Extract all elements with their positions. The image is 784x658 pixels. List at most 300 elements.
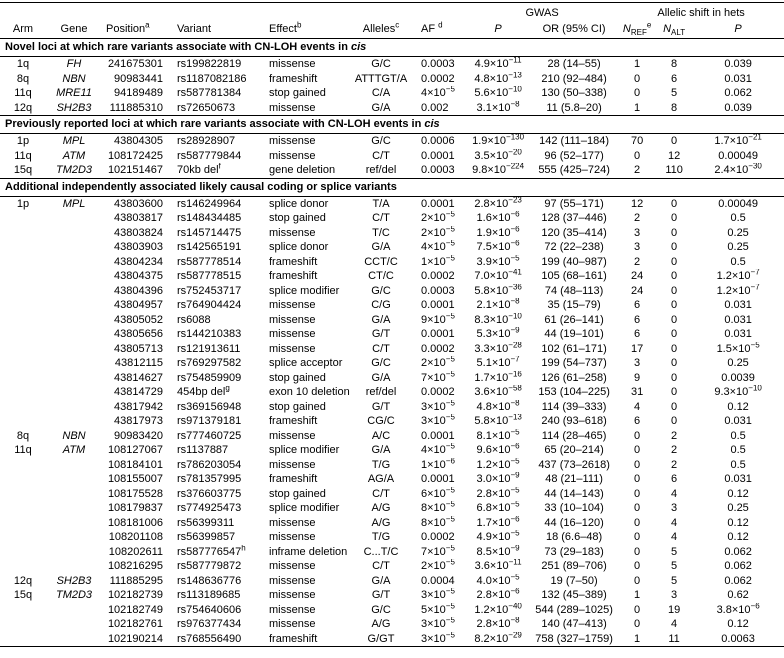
cell-n_alt: 5 [671, 87, 678, 99]
cell-gene [46, 356, 102, 371]
cell-p_gwas: $5.3\times 10^{-9}$ [476, 327, 520, 340]
cell-position: 108202611 [108, 545, 163, 558]
cell-p_hets: 0.5 [730, 429, 746, 442]
cell-effect: missense [269, 135, 316, 147]
cell-position: 43814729 [114, 386, 163, 398]
cell-af: 0.0002 [421, 342, 455, 355]
cell-p_gwas: $3.1\times 10^{-8}$ [476, 100, 520, 114]
cell-af: $8\times 10^{-5}$ [421, 501, 455, 514]
cell-n_alt: 0 [671, 284, 678, 297]
table-row [0, 472, 784, 487]
cell-gene [46, 603, 102, 618]
table-row [0, 385, 784, 400]
cell-alleles: G/A [371, 101, 391, 114]
cell-p_gwas: $3.9\times 10^{-5}$ [476, 254, 520, 268]
table-row [0, 240, 784, 255]
table-row [0, 443, 784, 458]
cell-af: 0.0002 [421, 531, 455, 543]
cell-gene [46, 458, 102, 473]
cell-n_ref: 0 [634, 560, 641, 572]
cell-variant: rs587781384 [177, 87, 242, 99]
cell-gene [46, 327, 102, 342]
cell-arm [0, 385, 46, 400]
cell-n_alt: 3 [671, 502, 678, 514]
cell-arm [0, 617, 46, 632]
section-header-row [0, 178, 784, 196]
cell-position: 43803824 [114, 226, 163, 239]
cell-position: 43817973 [114, 415, 163, 427]
cell-n_ref: 1 [634, 589, 641, 601]
cell-arm: 11q [14, 149, 32, 162]
cell-alleles: ref/del [365, 386, 397, 398]
cell-gene [46, 211, 102, 226]
cell-n_ref: 1 [618, 632, 656, 647]
cell-af: $3\times 10^{-5}$ [421, 617, 455, 630]
cell-or_ci: 44 (16–120) [544, 516, 604, 529]
cell-af: 0.0006 [421, 135, 455, 147]
cell-or_ci: 199 (54–737) [541, 357, 607, 369]
cell-arm: 12q [13, 101, 33, 114]
cell-effect: gene deletion [269, 164, 336, 176]
cell-af: 0.0003 [421, 58, 455, 70]
cell-gene: ATM [62, 149, 86, 162]
cell-or_ci: 758 (327–1759) [530, 632, 618, 647]
cell-n_alt: 5 [671, 560, 678, 572]
cell-n_ref: 4 [634, 400, 641, 413]
cell-arm: 15q [13, 164, 33, 176]
cell-af: 0.0002 [421, 72, 455, 85]
cell-or_ci: 73 (29–183) [544, 545, 604, 558]
table-row [0, 134, 784, 149]
cell-position: 43804396 [114, 284, 163, 297]
section-header-row [0, 39, 784, 57]
cell-arm [0, 501, 46, 516]
cell-af: $7\times 10^{-5}$ [421, 544, 455, 558]
cell-n_ref: 0 [634, 502, 641, 514]
cell-variant: rs752453717 [177, 284, 242, 297]
cell-p_gwas: $1.7\times 10^{-6}$ [476, 515, 520, 529]
cell-n_alt: 0 [671, 415, 678, 427]
cell-variant: rs587778515 [177, 270, 242, 282]
column-header-row [0, 21, 784, 39]
cell-position: 108155007 [107, 473, 163, 485]
cell-or_ci: 33 (10–104) [544, 502, 604, 514]
cell-n_alt: 0 [671, 371, 678, 384]
cell-af: 0.002 [421, 101, 449, 114]
cell-or_ci: 44 (19–101) [544, 328, 604, 340]
cell-p_gwas: $2.8\times 10^{-8}$ [476, 617, 520, 630]
cell-af: 0.0004 [421, 574, 455, 587]
cell-p_hets: $1.5\times 10^{-5}$ [716, 341, 760, 355]
cell-variant: rs587778514 [177, 255, 242, 268]
cell-arm [0, 559, 46, 574]
table-row [0, 588, 784, 603]
cell-af: 0.0001 [421, 328, 455, 340]
cell-alleles: C/T [372, 212, 390, 224]
cell-n_ref: 2 [634, 255, 641, 268]
cell-gene: MRE11 [56, 87, 92, 99]
cell-af: $7\times 10^{-5}$ [421, 370, 455, 384]
cell-af: $4\times 10^{-5}$ [421, 240, 455, 253]
paper-table-page [0, 2, 784, 647]
cell-position: 43803817 [114, 212, 163, 224]
cell-af: $3\times 10^{-5}$ [421, 414, 455, 427]
cell-p_gwas: $5.1\times 10^{-7}$ [476, 356, 520, 369]
cell-alleles: T/G [371, 458, 391, 471]
table-body [0, 39, 784, 647]
column-group-empty [0, 3, 466, 22]
cell-variant: rs769297582 [177, 357, 242, 369]
cell-position: 43812115 [114, 357, 163, 369]
cell-af: $5\times 10^{-5}$ [421, 602, 455, 616]
cell-n_alt: 6 [671, 72, 678, 85]
cell-p_hets: $1.2\times 10^{-7}$ [716, 283, 760, 297]
table-row [0, 72, 784, 87]
cell-arm [0, 313, 46, 328]
cell-n_ref: 0 [634, 487, 641, 500]
cell-or_ci: 555 (425–724) [538, 164, 610, 176]
cell-gene [46, 371, 102, 386]
cell-variant: rs1137887 [177, 444, 229, 456]
cell-arm: 1p [16, 135, 30, 147]
cell-p_hets: 0.5 [730, 255, 746, 268]
cell-n_alt: 0 [671, 386, 678, 398]
cell-variant: rs777460725 [177, 429, 242, 442]
table-row [0, 559, 784, 574]
cell-effect: missense [269, 58, 316, 70]
cell-p_gwas: $1.2\times 10^{-5}$ [476, 457, 520, 471]
section-title: Previously reported loci at which rare variants associate with CN-LOH events in cis [0, 116, 784, 134]
cell-p_gwas: $2.1\times 10^{-8}$ [476, 298, 520, 311]
cell-or_ci: 74 (48–113) [544, 284, 604, 297]
cell-effect: missense [269, 342, 316, 355]
cell-alleles: C/A [371, 87, 391, 99]
column-group-allelic-shift-in-hets: Allelic shift in hets [618, 3, 784, 22]
cell-position: 90983441 [114, 72, 163, 85]
cell-effect: frameshift [269, 415, 318, 427]
column-header-p_hets: P [692, 21, 784, 39]
cell-gene [46, 472, 102, 487]
cell-af: 0.0003 [421, 164, 455, 176]
cell-p_hets: 0.12 [727, 400, 749, 413]
cell-effect: splice acceptor [269, 357, 343, 369]
cell-position: 108175528 [107, 487, 163, 500]
cell-arm [0, 371, 46, 386]
cell-n_alt: 5 [671, 545, 678, 558]
cell-alleles: G/GT [350, 632, 412, 647]
cell-effect: splice modifier [269, 444, 340, 456]
cell-effect: frameshift [269, 72, 318, 85]
cell-gene: MPL [62, 135, 86, 147]
cell-position: 108181006 [107, 516, 163, 529]
column-header-n_alt: $N_{ALT}$ [656, 21, 692, 39]
column-header-position: Position$^a$ [102, 21, 172, 39]
cell-alleles: CG/C [367, 415, 395, 427]
cell-effect: stop gained [269, 400, 326, 413]
cell-variant: rs781357995 [177, 473, 242, 485]
cell-position: 43804234 [114, 255, 163, 268]
cell-position: 94189489 [114, 87, 163, 99]
cell-p_hets: 0.039 [724, 58, 752, 70]
cell-af: 0.0002 [421, 270, 455, 282]
cell-effect: splice donor [269, 197, 329, 210]
cell-alleles: G/T [371, 589, 391, 601]
cell-p_hets: 0.031 [724, 299, 752, 311]
cell-p_gwas: $5.6\times 10^{-10}$ [474, 86, 522, 99]
cell-arm: 11q [14, 87, 32, 99]
cell-p_gwas: $2.8\times 10^{-6}$ [476, 588, 520, 601]
cell-gene [46, 342, 102, 357]
cell-n_ref: 2 [634, 164, 641, 176]
cell-alleles: A/G [371, 502, 391, 514]
cell-gene [46, 501, 102, 516]
cell-variant: rs754859909 [177, 371, 242, 384]
cell-gene [46, 226, 102, 241]
cell-n_alt: 8 [671, 101, 678, 114]
cell-p_hets: 0.031 [724, 473, 752, 485]
cell-p_gwas: $8.1\times 10^{-5}$ [476, 428, 520, 442]
cell-or_ci: 126 (61–258) [541, 371, 607, 384]
column-header-variant: Variant [172, 21, 262, 39]
cell-n_alt: 0 [671, 357, 678, 369]
cell-af: $3\times 10^{-5}$ [412, 632, 466, 647]
cell-position: 43804305 [114, 135, 163, 147]
cell-n_ref: 0 [634, 603, 641, 616]
cell-or_ci: 11 (5.8–20) [546, 101, 602, 114]
cell-position: 102182739 [107, 589, 163, 601]
cell-n_alt: 0 [671, 328, 678, 340]
cell-af: $1\times 10^{-6}$ [421, 457, 455, 471]
section-title: Additional independently associated likely causal coding or splice variants [0, 178, 784, 196]
cell-position: 108127067 [107, 444, 163, 456]
cell-gene [46, 269, 102, 284]
cell-arm [0, 414, 46, 429]
cell-p_hets: 0.062 [724, 545, 752, 558]
cell-variant: rs145714475 [177, 226, 242, 239]
cell-gene: SH2B3 [56, 574, 92, 587]
cell-gene: FH [66, 58, 82, 70]
cell-af: 0.0003 [421, 284, 455, 297]
cell-p_gwas: $3.0\times 10^{-9}$ [476, 472, 520, 485]
cell-variant: rs768556490 [172, 632, 262, 647]
table-row [0, 545, 784, 560]
table-row [0, 574, 784, 589]
cell-p_gwas: $4.8\times 10^{-8}$ [476, 399, 520, 413]
cell-or_ci: 97 (55–171) [544, 197, 604, 210]
cell-arm [0, 603, 46, 618]
cell-p_hets: 0.031 [724, 328, 752, 340]
cell-n_alt: 2 [671, 458, 678, 471]
cell-arm [0, 632, 46, 647]
cell-or_ci: 35 (15–79) [547, 299, 601, 311]
cell-or_ci: 544 (289–1025) [535, 603, 613, 616]
cell-effect: missense [269, 458, 316, 471]
cell-n_ref: 6 [634, 415, 641, 427]
cell-or_ci: 96 (52–177) [544, 149, 604, 162]
cell-alleles: C/T [372, 487, 390, 500]
cell-effect: missense [269, 603, 316, 616]
cell-n_ref: 31 [630, 386, 644, 398]
cell-p_gwas: $4.9\times 10^{-11}$ [474, 56, 522, 70]
cell-or_ci: 437 (73–2618) [538, 458, 610, 471]
cell-arm [0, 240, 46, 255]
cell-arm [0, 400, 46, 415]
cell-n_ref: 0 [634, 149, 641, 162]
cell-gene: TM2D3 [55, 164, 93, 176]
cell-alleles: G/A [371, 574, 391, 587]
cell-effect: splice modifier [269, 284, 340, 297]
cell-p_gwas: $1.9\times 10^{-130}$ [472, 133, 525, 147]
cell-position: 111885310 [109, 101, 163, 114]
cell-alleles: G/A [371, 241, 391, 253]
cell-n_alt: 0 [671, 299, 678, 311]
cell-p_gwas: $1.7\times 10^{-16}$ [474, 370, 522, 384]
cell-p_hets: 0.25 [727, 241, 749, 253]
cell-n_alt: 4 [671, 516, 678, 529]
cell-or_ci: 48 (21–111) [545, 473, 603, 485]
cell-arm [0, 226, 46, 241]
cell-p_hets: 0.031 [724, 415, 752, 427]
cell-variant: rs146249964 [177, 197, 242, 210]
cell-p_hets: 0.062 [724, 574, 752, 587]
cell-or_ci: 240 (93–618) [541, 415, 607, 427]
cell-gene [46, 516, 102, 531]
cell-variant: 70kb del$^f$ [177, 163, 221, 176]
table-row [0, 163, 784, 178]
cell-arm [0, 487, 46, 502]
cell-arm: 15q [13, 589, 33, 601]
cell-alleles: A/C [371, 429, 391, 442]
cell-alleles: G/T [371, 328, 391, 340]
cell-p_hets: 0.12 [727, 531, 749, 543]
cell-variant: rs199822819 [177, 58, 242, 70]
column-header-af: AF $^d$ [412, 21, 466, 39]
table-row [0, 632, 784, 647]
cell-p_hets: $9.3\times 10^{-10}$ [714, 385, 762, 398]
table-row [0, 86, 784, 101]
cell-gene [46, 414, 102, 429]
cell-n_alt: 12 [667, 149, 681, 162]
cell-position: 43805713 [114, 342, 163, 355]
cell-alleles: G/A [371, 371, 391, 384]
cell-variant: rs376603775 [177, 487, 242, 500]
cell-alleles: A/G [371, 618, 391, 630]
cell-af: $9\times 10^{-5}$ [421, 312, 455, 326]
cell-variant: rs148636776 [177, 574, 242, 587]
cell-or_ci: 44 (14–143) [544, 487, 604, 500]
table-row [0, 617, 784, 632]
cell-position: 111885295 [109, 574, 163, 587]
cell-or_ci: 72 (22–238) [544, 241, 604, 253]
cell-p_gwas: $8.2\times 10^{-29}$ [466, 632, 530, 647]
cell-gene: MPL [62, 197, 86, 210]
cell-p_hets: 0.00049 [718, 149, 758, 162]
cell-position: 241675301 [107, 58, 163, 70]
cell-p_hets: 0.25 [727, 226, 749, 239]
cell-p_hets: $1.7\times 10^{-21}$ [714, 133, 762, 147]
cell-effect: missense [269, 149, 316, 162]
cell-effect: missense [269, 618, 316, 630]
cell-effect: inframe deletion [269, 545, 348, 558]
cell-variant: rs764904424 [177, 299, 242, 311]
cell-arm [0, 327, 46, 342]
cell-position: 102151467 [107, 164, 163, 176]
cell-gene [46, 385, 102, 400]
cell-variant: rs587779844 [177, 149, 242, 162]
cell-gene [46, 530, 102, 545]
cell-n_ref: 6 [634, 328, 641, 340]
table-head [0, 3, 784, 39]
cell-arm [0, 530, 46, 545]
cell-gene [46, 400, 102, 415]
table-row [0, 414, 784, 429]
cell-effect: missense [269, 574, 316, 587]
table-row [0, 342, 784, 357]
column-header-gene: Gene [46, 21, 102, 39]
cell-effect: stop gained [269, 487, 326, 500]
cell-effect: missense [269, 226, 316, 239]
cell-effect: missense [269, 101, 316, 114]
cell-or_ci: 210 (92–484) [541, 72, 607, 85]
cell-or_ci: 140 (47–413) [541, 618, 607, 630]
cell-variant: rs142565191 [177, 241, 242, 253]
cell-or_ci: 105 (68–161) [541, 270, 607, 282]
cell-n_ref: 0 [634, 473, 641, 485]
cell-alleles: AG/A [367, 473, 395, 485]
cell-n_alt: 0 [671, 270, 678, 282]
cell-af: $1\times 10^{-5}$ [421, 254, 455, 268]
cell-alleles: G/C [371, 357, 391, 369]
cell-arm: 11q [14, 444, 32, 456]
cell-position: 102190214 [102, 632, 172, 647]
cell-arm [0, 545, 46, 560]
cell-p_gwas: $3.6\times 10^{-58}$ [474, 385, 522, 398]
cell-arm: 8q [16, 72, 30, 85]
cell-position: 108184101 [107, 458, 163, 471]
cell-af: $2\times 10^{-5}$ [421, 559, 455, 572]
cell-p_gwas: $5.8\times 10^{-36}$ [474, 283, 522, 297]
cell-gene: SH2B3 [56, 101, 92, 114]
cell-gene [46, 240, 102, 255]
table-row [0, 516, 784, 531]
cell-effect: stop gained [269, 371, 326, 384]
table-row [0, 298, 784, 313]
cell-position: 102182749 [107, 603, 163, 616]
cell-af: $8\times 10^{-5}$ [421, 515, 455, 529]
table-row [0, 226, 784, 241]
cell-alleles: C/T [372, 560, 390, 572]
cell-af: 0.0001 [421, 299, 455, 311]
cell-n_alt: 0 [671, 212, 678, 224]
cell-af: 0.0001 [421, 473, 455, 485]
cell-n_alt: 19 [667, 603, 681, 616]
cell-n_ref: 0 [634, 444, 641, 456]
cell-n_ref: 0 [634, 545, 641, 558]
cell-variant: rs56399311 [177, 516, 235, 529]
cell-p_hets: 0.5 [730, 444, 746, 456]
cell-n_ref: 0 [634, 618, 641, 630]
cell-n_ref: 0 [634, 72, 641, 85]
table-row [0, 101, 784, 116]
cell-position: 108201108 [108, 531, 163, 543]
table-row [0, 284, 784, 299]
cell-gene: ATM [62, 444, 86, 456]
cell-af: $6\times 10^{-5}$ [421, 486, 455, 500]
cell-p_hets: 0.25 [727, 502, 749, 514]
cell-position: 90983420 [114, 429, 163, 442]
cell-alleles: ref/del [365, 164, 397, 176]
cell-n_alt: 8 [671, 58, 678, 70]
